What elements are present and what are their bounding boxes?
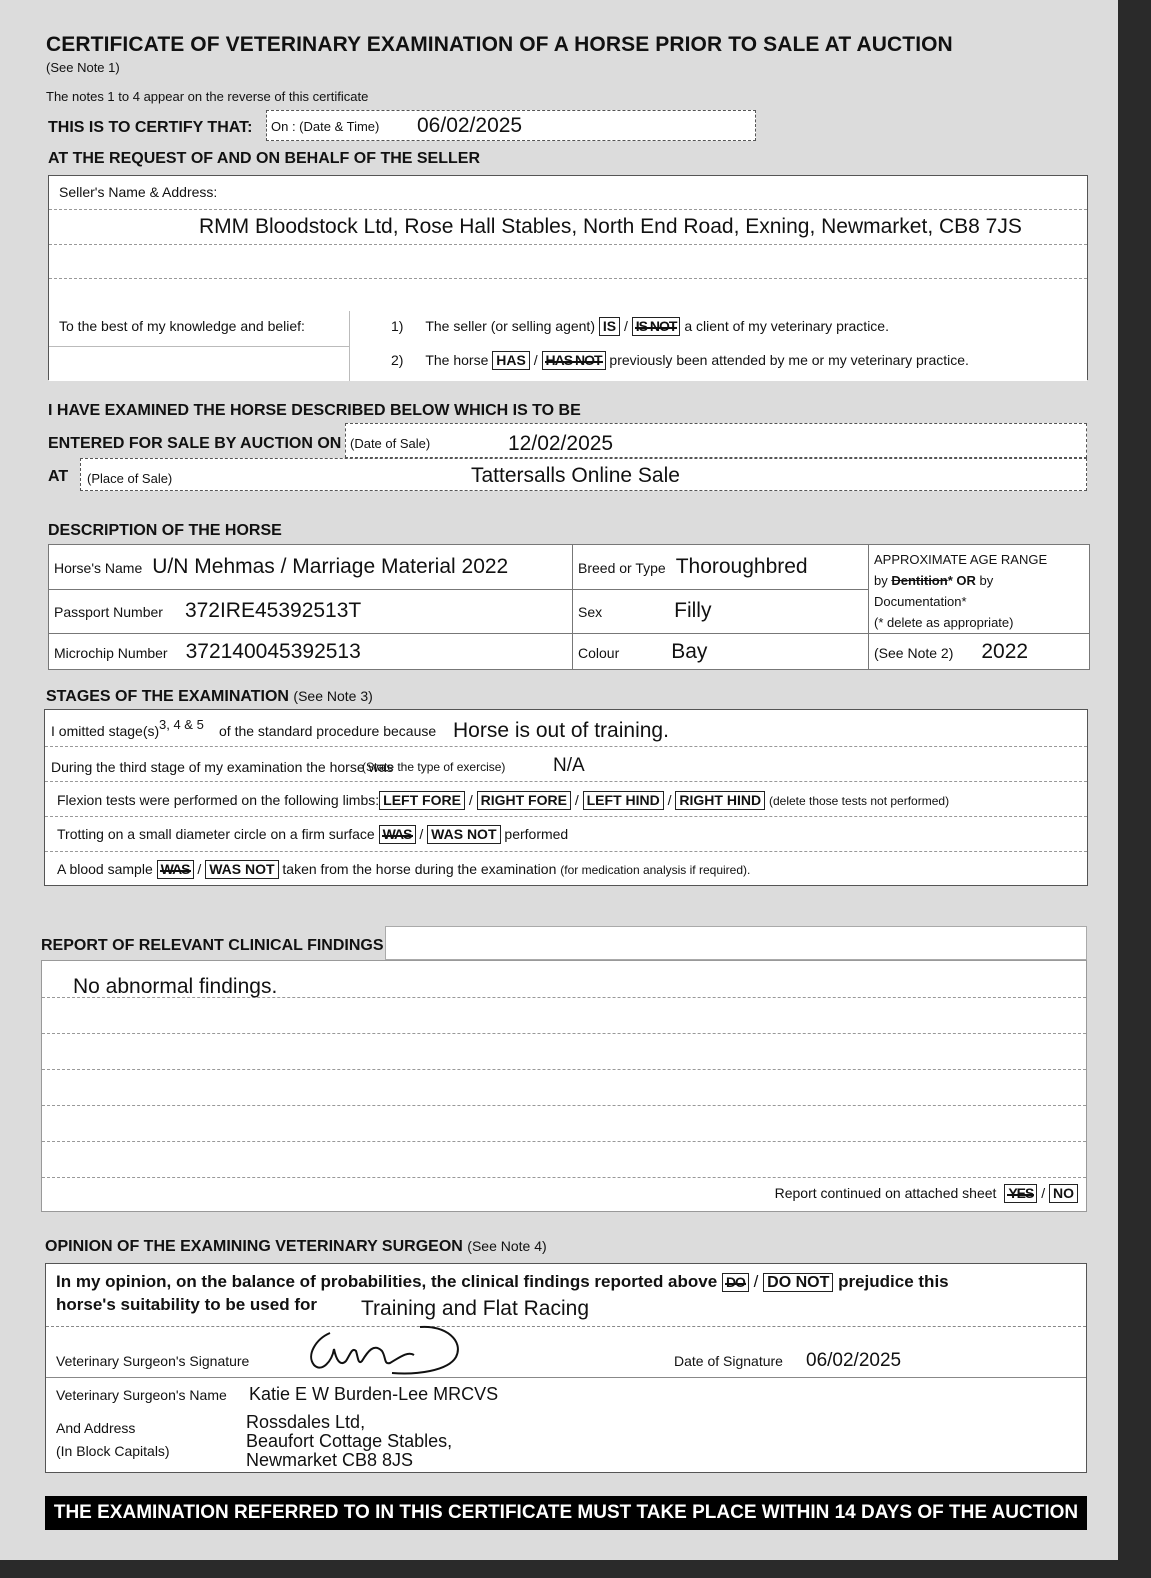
blood-row: A blood sample WAS / WAS NOT taken from the horse during the examination (for medication analysis if required). — [57, 861, 751, 877]
attended-question: 2) The horse HAS / HAS NOT previously been attended by me or my veterinary practice. — [391, 352, 969, 368]
exam-date-value: 06/02/2025 — [417, 114, 523, 137]
seller-address-field[interactable] — [49, 209, 1087, 245]
exam-date-label: On : (Date & Time) — [271, 119, 380, 134]
seller-address-line-2[interactable] — [49, 244, 1087, 279]
left-hind-option[interactable]: LEFT HIND — [583, 791, 664, 810]
sale-place-label: (Place of Sale) — [87, 471, 173, 486]
report-finding: No abnormal findings. — [73, 975, 278, 998]
report-line-1[interactable] — [42, 961, 1086, 998]
stages-box — [44, 709, 1088, 886]
age-value: 2022 — [981, 639, 1029, 663]
certificate-title: CERTIFICATE OF VETERINARY EXAMINATION OF A HORSE PRIOR TO SALE AT AUCTION — [46, 33, 953, 56]
sale-date-label: (Date of Sale) — [350, 436, 431, 451]
surgeon-name-value: Katie E W Burden-Lee MRCVS — [249, 1384, 499, 1404]
report-yes-struck[interactable]: YES — [1004, 1184, 1037, 1203]
opinion-use-value: Training and Flat Racing — [361, 1297, 590, 1320]
footer-banner: THE EXAMINATION REFERRED TO IN THIS CERTIFICATE MUST TAKE PLACE WITHIN 14 DAYS OF THE AUCTION — [45, 1496, 1087, 1530]
trot-was-struck[interactable]: WAS — [379, 825, 416, 844]
seller-address: RMM Bloodstock Ltd, Rose Hall Stables, North End Road, Exning, Newmarket, CB8 7JS — [199, 215, 1022, 238]
left-fore-option[interactable]: LEFT FORE — [379, 791, 465, 810]
date-of-signature-value: 06/02/2025 — [806, 1350, 902, 1371]
blood-was-not-option[interactable]: WAS NOT — [205, 860, 278, 879]
sale-date-field[interactable] — [345, 423, 1087, 458]
block-capitals-label: (In Block Capitals) — [56, 1443, 170, 1459]
omitted-stages: 3, 4 & 5 — [159, 717, 204, 732]
see-note-1: (See Note 1) — [46, 60, 120, 75]
description-table — [48, 544, 1090, 670]
client-question: 1) The seller (or selling agent) IS / IS NOT a client of my veterinary practice. — [391, 318, 889, 334]
has-not-option-struck[interactable]: HAS NOT — [542, 351, 606, 370]
address-label: And Address — [56, 1420, 136, 1436]
opinion-title: OPINION OF THE EXAMINING VETERINARY SURGEON (See Note 4) — [45, 1238, 547, 1255]
age-value-cell[interactable]: (See Note 2) 2022 — [869, 634, 1090, 670]
passport-cell[interactable]: Passport Number 372IRE45392513T — [49, 589, 573, 634]
report-line-6[interactable] — [42, 1141, 1086, 1178]
notes-line: The notes 1 to 4 appear on the reverse of this certificate — [46, 89, 369, 104]
blood-was-struck[interactable]: WAS — [157, 860, 194, 879]
opinion-line-2: horse's suitability to be used for — [56, 1295, 317, 1314]
opinion-line-1: In my opinion, on the balance of probabilities, the clinical findings reported above DO / DO NOT prejudice this — [56, 1272, 949, 1291]
certify-label: THIS IS TO CERTIFY THAT: — [48, 119, 253, 136]
surgeon-details — [46, 1377, 1086, 1474]
age-range-cell: APPROXIMATE AGE RANGE by Dentition* OR by Documentation* (* delete as appropriate) — [869, 545, 1090, 634]
flexion-row: Flexion tests were performed on the following limbs: LEFT FORE / RIGHT FORE / LEFT HIND / RIGHT HIND (delete those tests not performed) — [45, 781, 1087, 817]
surgeon-name-label: Veterinary Surgeon's Name — [56, 1387, 227, 1403]
opinion-box — [45, 1263, 1087, 1473]
microchip-cell[interactable]: Microchip Number 372140045392513 — [49, 634, 573, 670]
report-continued: Report continued on attached sheet YES / NO — [775, 1184, 1078, 1203]
trot-was-not-option[interactable]: WAS NOT — [427, 825, 500, 844]
report-title: REPORT OF RELEVANT CLINICAL FINDINGS — [41, 937, 384, 954]
omitted-reason: Horse is out of training. — [453, 719, 669, 742]
seller-box — [48, 175, 1088, 380]
right-fore-option[interactable]: RIGHT FORE — [477, 791, 571, 810]
do-option-struck[interactable]: DO — [722, 1273, 749, 1292]
report-line-2[interactable] — [42, 997, 1086, 1034]
third-stage-row[interactable]: During the third stage of my examination the horse was (State the type of exercise) N/A — [45, 746, 1087, 782]
date-of-signature-label: Date of Signature — [674, 1353, 783, 1369]
right-hind-option[interactable]: RIGHT HIND — [675, 791, 765, 810]
signature-row — [46, 1326, 1086, 1378]
trot-row: Trotting on a small diameter circle on a firm surface WAS / WAS NOT performed — [45, 816, 1087, 852]
signature-label: Veterinary Surgeon's Signature — [56, 1353, 250, 1369]
sale-place-field[interactable] — [80, 458, 1087, 491]
address-line-2: Beaufort Cottage Stables, — [246, 1431, 453, 1451]
omitted-row[interactable]: I omitted stage(s) 3, 4 & 5 of the standard procedure because Horse is out of training. — [45, 710, 1087, 747]
report-line-5[interactable] — [42, 1105, 1086, 1142]
sale-date-value: 12/02/2025 — [508, 432, 614, 455]
dentition-struck[interactable]: Dentition — [891, 573, 948, 588]
has-option[interactable]: HAS — [492, 351, 530, 370]
horse-name-value: U/N Mehmas / Marriage Material 2022 — [152, 554, 509, 578]
colour-cell[interactable]: Colour Bay — [573, 634, 869, 670]
third-stage-value: N/A — [553, 755, 585, 776]
seller-label: Seller's Name & Address: — [59, 184, 218, 200]
seller-address-line-3[interactable] — [49, 278, 1087, 312]
sex-value: Filly — [674, 599, 712, 623]
report-no-option[interactable]: NO — [1049, 1184, 1078, 1203]
address-line-3: Newmarket CB8 8JS — [246, 1450, 414, 1470]
horse-name-cell[interactable]: Horse's Name U/N Mehmas / Marriage Material 2022 — [49, 545, 573, 590]
is-option[interactable]: IS — [599, 317, 620, 336]
do-not-option[interactable]: DO NOT — [763, 1273, 833, 1292]
passport-value: 372IRE45392513T — [184, 599, 362, 623]
entered-label: ENTERED FOR SALE BY AUCTION ON — [48, 435, 342, 452]
report-line-4[interactable] — [42, 1069, 1086, 1106]
address-line-1: Rossdales Ltd, — [246, 1412, 366, 1432]
stages-title: STAGES OF THE EXAMINATION (See Note 3) — [46, 688, 373, 705]
request-label: AT THE REQUEST OF AND ON BEHALF OF THE SELLER — [48, 150, 480, 167]
at-label: AT — [48, 468, 69, 485]
exam-date-field[interactable] — [266, 110, 756, 141]
sex-cell[interactable]: Sex Filly — [573, 589, 869, 634]
belief-label: To the best of my knowledge and belief: — [59, 318, 305, 334]
sale-place-value: Tattersalls Online Sale — [471, 464, 680, 487]
examined-label: I HAVE EXAMINED THE HORSE DESCRIBED BELOW WHICH IS TO BE — [48, 402, 581, 419]
report-line-3[interactable] — [42, 1033, 1086, 1070]
is-not-option-struck[interactable]: IS NOT — [632, 317, 681, 336]
description-title: DESCRIPTION OF THE HORSE — [48, 522, 282, 539]
colour-value: Bay — [671, 639, 708, 663]
microchip-value: 372140045392513 — [185, 639, 361, 663]
signature-image — [296, 1321, 466, 1377]
report-box — [41, 960, 1087, 1212]
breed-value: Thoroughbred — [675, 554, 808, 578]
breed-cell[interactable]: Breed or Type Thoroughbred — [573, 545, 869, 590]
